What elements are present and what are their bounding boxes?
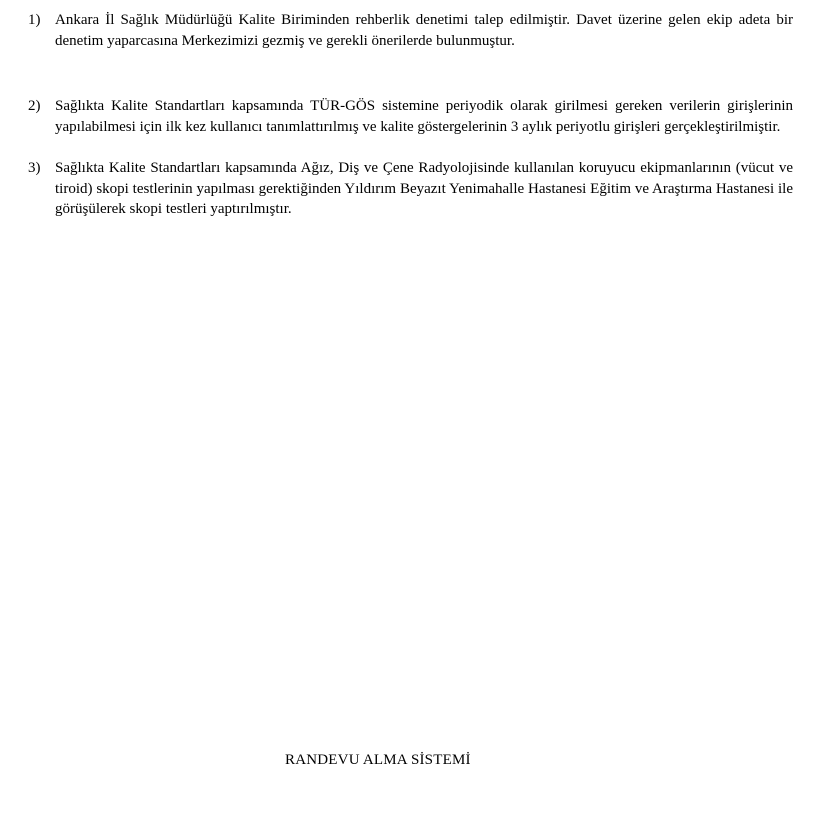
list-item-number: 3) (28, 160, 41, 176)
list-item-text: Sağlıkta Kalite Standartları kapsamında TÜR-GÖS sistemine periyodik olarak girilmesi gereken verilerin girişlerinin yapılabilmesi için ilk kez kullanıcı tanımlattırılmış ve kalite göstergelerinin 3 aylık periyotlu girişleri gerçekleştirilmiştir. (55, 98, 793, 135)
numbered-list (28, 10, 793, 220)
section-heading: RANDEVU ALMA SİSTEMİ (285, 752, 471, 768)
list-item-number: 2) (28, 98, 41, 114)
list-item (28, 158, 793, 220)
list-item-number: 1) (28, 12, 41, 28)
list-item (28, 10, 793, 51)
list-item-text: Sağlıkta Kalite Standartları kapsamında Ağız, Diş ve Çene Radyolojisinde kullanılan koruyucu ekipmanlarının (vücut ve tiroid) skopi testlerinin yapılması gerektiğinden Yıldırım Beyazıt Yenimahalle Hastanesi Eğitim ve Araştırma Hastanesi ile görüşülerek skopi testleri yaptırılmıştır. (55, 160, 793, 217)
list-item (28, 96, 793, 137)
list-item-text: Ankara İl Sağlık Müdürlüğü Kalite Biriminden rehberlik denetimi talep edilmiştir. Davet üzerine gelen ekip adeta bir denetim yaparcasına Merkezimizi gezmiş ve gerekli önerilerde bulunmuştur. (55, 12, 793, 49)
